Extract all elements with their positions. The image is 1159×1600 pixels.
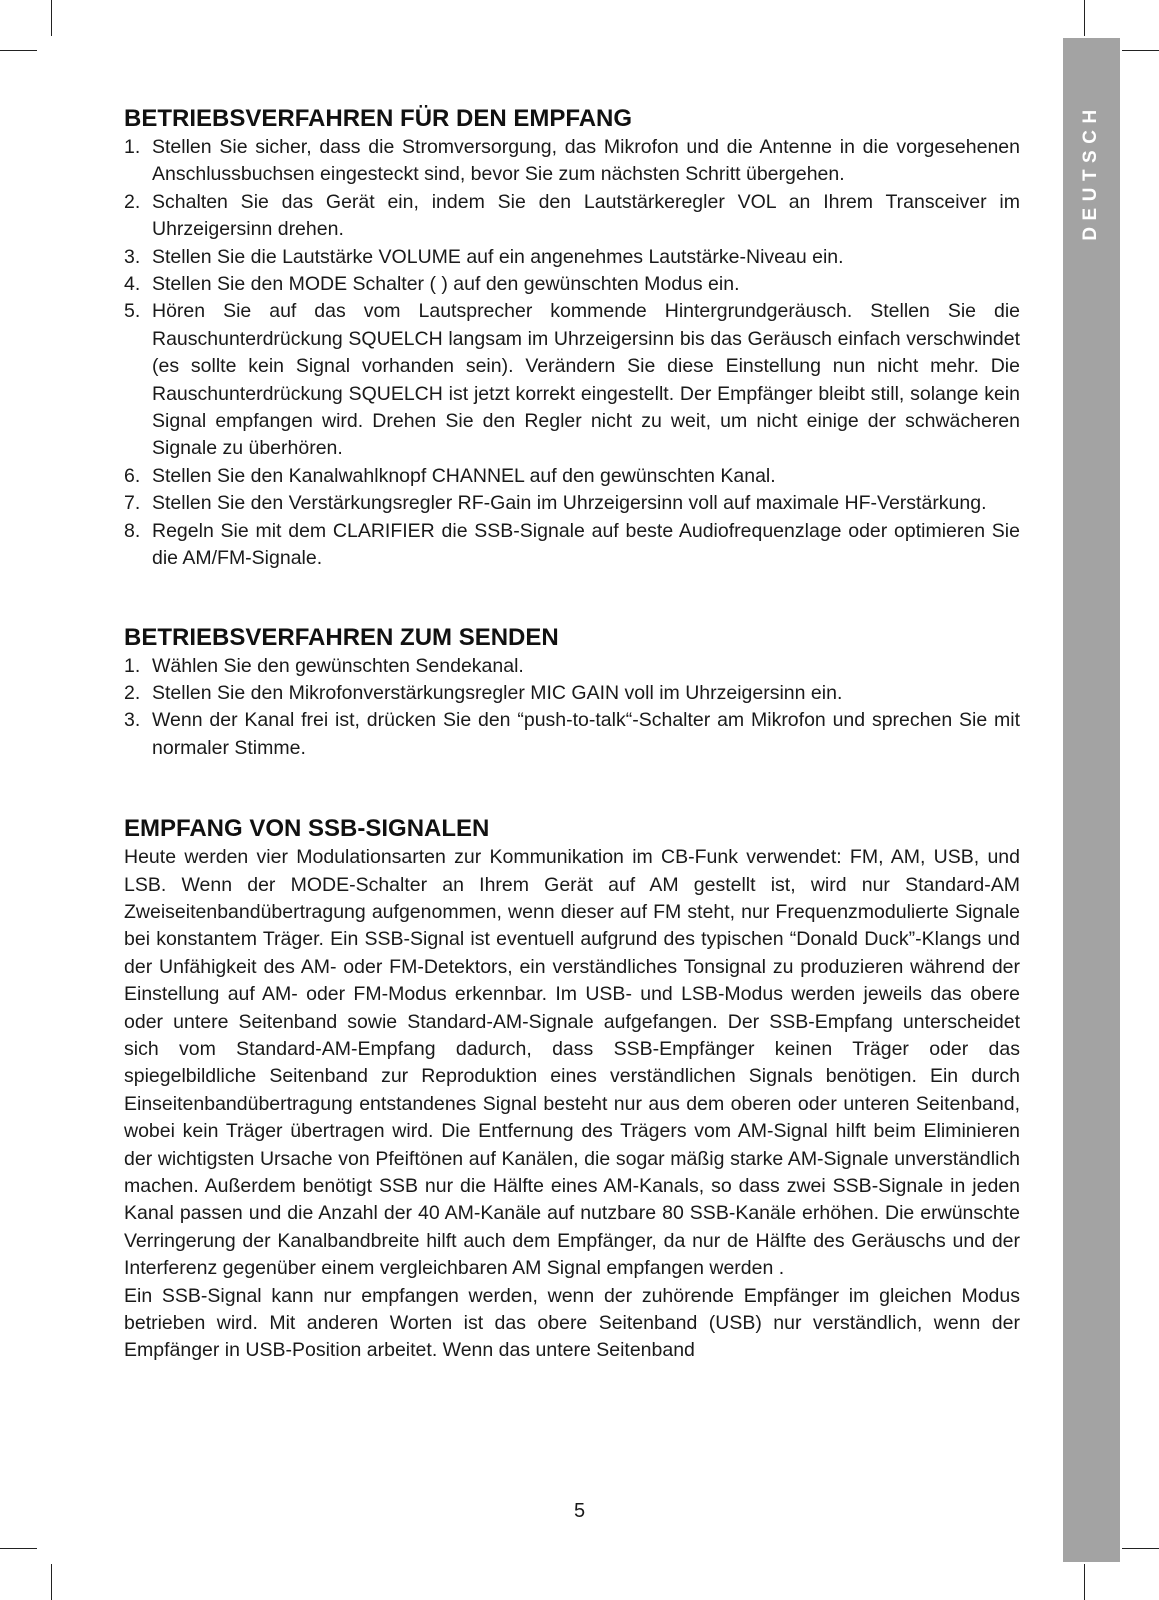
item-text: Regeln Sie mit dem CLARIFIER die SSB-Signale auf beste Audiofrequenzlage oder optimieren Sie die AM/FM-Signale. — [152, 519, 1020, 570]
section-title: BETRIEBSVERFAHREN ZUM SENDEN — [124, 623, 559, 651]
step-list — [124, 134, 1020, 573]
list-item — [124, 298, 1020, 462]
item-number: 1. — [124, 654, 141, 677]
list-item — [124, 518, 1020, 573]
section-receive — [124, 104, 1020, 573]
item-text: Stellen Sie sicher, dass die Stromversorgung, das Mikrofon und die Antenne in die vorgesehenen Anschlussbuchsen eingesteckt sind, bevor Sie zum nächsten Schritt übergehen. — [152, 136, 1020, 186]
crop-mark-bottom-left-v — [51, 1564, 52, 1600]
list-item — [124, 134, 1020, 189]
item-number: 3. — [124, 709, 141, 732]
item-text: Stellen Sie den Verstärkungsregler RF-Gain im Uhrzeigersinn voll auf maximale HF-Verstärkung. — [152, 492, 987, 515]
item-number: 1. — [124, 136, 141, 158]
item-number: 6. — [124, 464, 141, 487]
item-number: 8. — [124, 519, 141, 542]
crop-mark-bottom-left-h — [0, 1548, 37, 1549]
item-number: 5. — [124, 300, 141, 323]
list-item — [124, 244, 1020, 271]
step-list — [124, 653, 1020, 763]
language-label: DEUTSCH — [1080, 103, 1101, 241]
item-number: 4. — [124, 273, 141, 296]
paragraph: Ein SSB-Signal kann nur empfangen werden, wenn der zuhörende Empfänger im gleichen Modus betrieben wird. Mit anderen Worten ist das obere Seitenband (USB) nur verständlich, wenn der Empfänger in USB-Position arbeitet. Wenn das untere Seitenband — [124, 1284, 1020, 1362]
crop-mark-bottom-right-v — [1084, 1564, 1085, 1600]
crop-mark-bottom-right-h — [1122, 1548, 1159, 1549]
list-item — [124, 271, 1020, 298]
list-item — [124, 463, 1020, 490]
item-text: Stellen Sie den Kanalwahlknopf CHANNEL auf den gewünschten Kanal. — [152, 464, 776, 487]
section-ssb — [124, 814, 1020, 1365]
item-number: 3. — [124, 245, 141, 268]
item-text: Schalten Sie das Gerät ein, indem Sie den Lautstärkeregler VOL an Ihrem Transceiver im Uhrzeigersinn drehen. — [152, 190, 1020, 241]
list-item — [124, 490, 1020, 517]
crop-mark-top-left-h — [0, 50, 37, 51]
item-text: Stellen Sie die Lautstärke VOLUME auf ein angenehmes Lautstärke-Niveau ein. — [152, 245, 844, 268]
section-title: EMPFANG VON SSB-SIGNALEN — [124, 815, 490, 843]
language-side-tab — [1063, 38, 1120, 1562]
list-item — [124, 189, 1020, 244]
list-item — [124, 653, 1020, 680]
item-text: Stellen Sie den MODE Schalter ( ) auf den gewünschten Modus ein. — [152, 273, 740, 296]
item-text: Stellen Sie den Mikrofonverstärkungsregler MIC GAIN voll im Uhrzeigersinn ein. — [152, 681, 843, 704]
crop-mark-top-right-v — [1084, 0, 1085, 36]
crop-mark-top-right-h — [1122, 50, 1159, 51]
page-number: 5 — [573, 1500, 586, 1522]
paragraph: Heute werden vier Modulationsarten zur Kommunikation im CB-Funk verwendet: FM, AM, USB, und LSB. Wenn der MODE-Schalter an Ihrem Gerät auf AM gestellt ist, wird nur Standard-AM Zweiseitenbandübertragung aufgenommen, wenn dieser auf FM steht, nur Frequenzmodulierte Signale bei konstantem Träger. Ein SSB-Signal ist eventuell aufgrund des typischen “Donald Duck”-Klangs und der Unfähigkeit des AM- oder FM-Detektors, ein verständliches Tonsignal zu produzieren während der Einstellung auf AM- oder FM-Modus erkennbar. Im USB- und LSB-Modus werden jeweils das obere oder untere Seitenband sowie Standard-AM-Signale aufgefangen. Der SSB-Empfang unterscheidet sich vom Standard-AM-Empfang dadurch, dass SSB-Empfänger keinen Träger oder das spiegelbildliche Seitenband zur Reproduktion eines verständlichen Signals benötigen. Ein durch Einseitenbandübertragung entstandenes Signal besteht nur aus dem oberen oder unteren Seitenband, wobei kein Träger übertragen wird. Die Entfernung des Trägers vom AM-Signal hilft beim Eliminieren der wichtigsten Ursache von Pfeiftönen auf Kanälen, die sogar mäßig starke AM-Signale unverständlich machen. Außerdem benötigt SSB nur die Hälfte eines AM-Kanals, so dass zwei SSB-Signale in jeden Kanal passen und die Anzahl der 40 AM-Kanäle auf nutzbare 80 SSB-Kanäle erhöhen. Die erwünschte Verringerung der Kanalbandbreite hilft auch dem Empfänger, da nur de Hälfte des Geräuschs und der Interferenz gegenüber einem vergleichbaren AM Signal empfangen werden . — [124, 846, 1020, 1280]
item-number: 2. — [124, 681, 141, 704]
list-item — [124, 680, 1020, 707]
item-number: 2. — [124, 190, 141, 213]
crop-mark-top-left-v — [51, 0, 52, 36]
page-content — [124, 104, 1020, 1365]
item-text: Hören Sie auf das vom Lautsprecher kommende Hintergrundgeräusch. Stellen Sie die Rauschunterdrückung SQUELCH langsam im Uhrzeigersinn bis das Geräusch einfach verschwindet (es sollte kein Signal vorhanden sein). Verändern Sie diese Einstellung nun nicht mehr. Die Rauschunterdrückung SQUELCH ist jetzt korrekt eingestellt. Der Empfänger bleibt still, solange kein Signal empfangen wird. Drehen Sie den Regler nicht zu weit, um nicht einige der schwächeren Signale zu überhören. — [152, 300, 1020, 460]
item-number: 7. — [124, 492, 141, 515]
item-text: Wenn der Kanal frei ist, drücken Sie den “push-to-talk“-Schalter am Mikrofon und sprechen Sie mit normaler Stimme. — [152, 709, 1020, 759]
section-title: BETRIEBSVERFAHREN FÜR DEN EMPFANG — [124, 105, 633, 132]
list-item — [124, 707, 1020, 762]
section-transmit — [124, 623, 1020, 763]
item-text: Wählen Sie den gewünschten Sendekanal. — [152, 654, 524, 677]
